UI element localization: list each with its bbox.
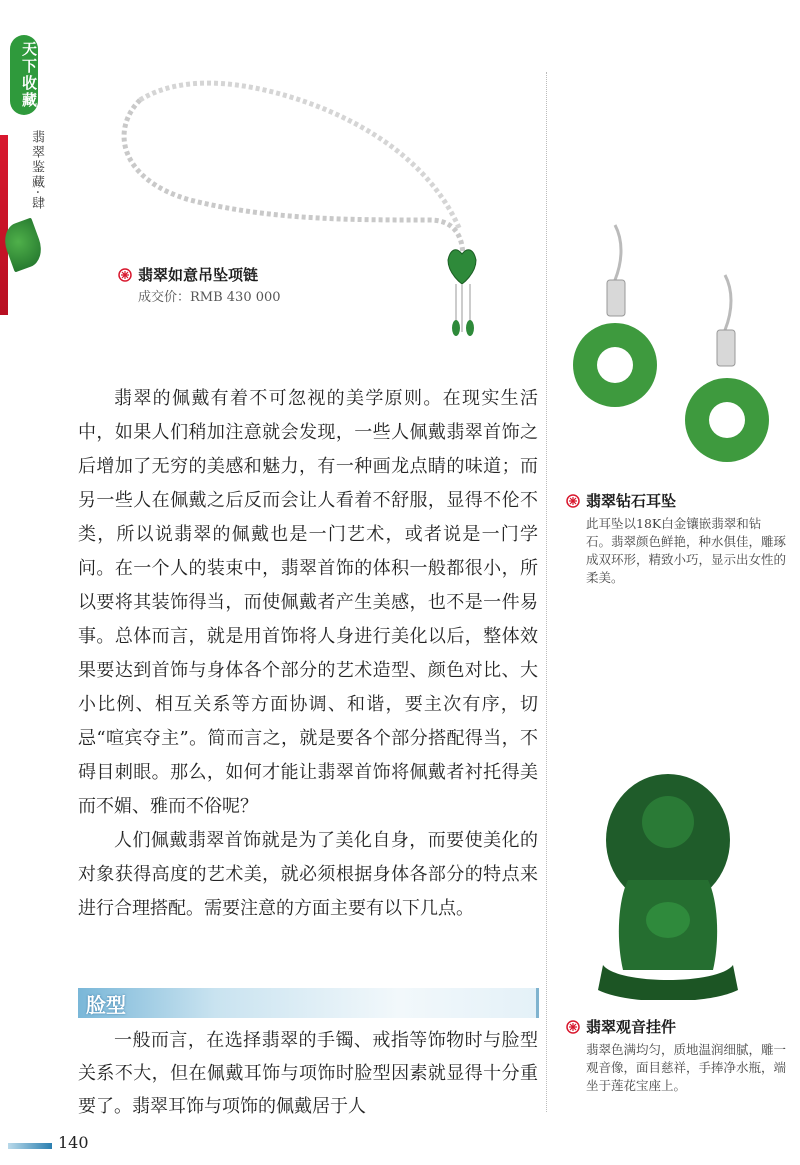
guanyin-caption <box>566 1016 786 1095</box>
series-label: 翡翠鉴藏·肆 <box>29 130 44 212</box>
footer-bar <box>8 1143 52 1149</box>
body-paragraph: 翡翠的佩戴有着不可忽视的美学原则。在现实生活中，如果人们稍加注意就会发现，一些人佩戴翡翠首饰之后增加了无穷的美感和魅力，有一种画龙点睛的味道；而另一些人在佩戴之后反而会让人看着不舒服，显得不伦不类，所以说翡翠的佩戴也是一门艺术，或者说是一门学问。在一个人的装束中，翡翠首饰的体积一般都很小，所以要将其装饰得当，而使佩戴者产生美感，也不是一件易事。总体而言，就是用首饰将人身进行美化以后，整体效果要达到首饰与身体各个部分的艺术造型、颜色对比、大小比例、相互关系等方面协调、和谐，要主次有序，切忌“喧宾夺主”。简而言之，就是要各个部分搭配得当，不碍目刺眼。那么，如何才能让翡翠首饰将佩戴者衬托得美而不媚、雅而不俗呢？ <box>78 388 538 817</box>
bullet-icon <box>566 494 580 508</box>
side-accent-bar <box>0 135 8 315</box>
bullet-icon <box>566 1020 580 1034</box>
body-text <box>78 382 538 926</box>
brand-badge: 天下收藏 <box>10 35 38 115</box>
earrings-image <box>565 220 785 485</box>
necklace-price: 成交价：RMB 430 000 <box>138 290 281 305</box>
section-heading: 脸型 <box>86 993 126 1017</box>
bullet-icon <box>118 268 132 282</box>
earrings-desc: 此耳坠以18K白金镶嵌翡翠和钻石。翡翠颜色鲜艳，种水俱佳，雕琢成双环形，精致小巧，显示出女性的柔美。 <box>586 516 787 585</box>
guanyin-title: 翡翠观音挂件 <box>586 1018 677 1036</box>
guanyin-image <box>588 770 748 1000</box>
earrings-caption <box>566 490 786 587</box>
section-text <box>78 1024 538 1123</box>
side-tab <box>0 30 48 292</box>
column-divider <box>546 72 548 1112</box>
necklace-image <box>100 70 520 370</box>
section-paragraph: 一般而言，在选择翡翠的手镯、戒指等饰物时与脸型关系不大，但在佩戴耳饰与项饰时脸型因素就显得十分重要了。翡翠耳饰与项饰的佩戴居于人 <box>78 1030 538 1117</box>
necklace-caption <box>118 264 281 307</box>
body-paragraph: 人们佩戴翡翠首饰就是为了美化自身，而要使美化的对象获得高度的艺术美，就必须根据身体各部分的特点来进行合理搭配。需要注意的方面主要有以下几点。 <box>78 830 538 919</box>
page-number: 140 <box>58 1133 89 1152</box>
necklace-title: 翡翠如意吊坠项链 <box>138 266 259 284</box>
section-heading-bar <box>78 988 539 1018</box>
earrings-title: 翡翠钻石耳坠 <box>586 492 677 510</box>
guanyin-desc: 翡翠色满均匀，质地温润细腻，雕一观音像，面目慈祥，手捧净水瓶，端坐于莲花宝座上。 <box>586 1042 787 1093</box>
